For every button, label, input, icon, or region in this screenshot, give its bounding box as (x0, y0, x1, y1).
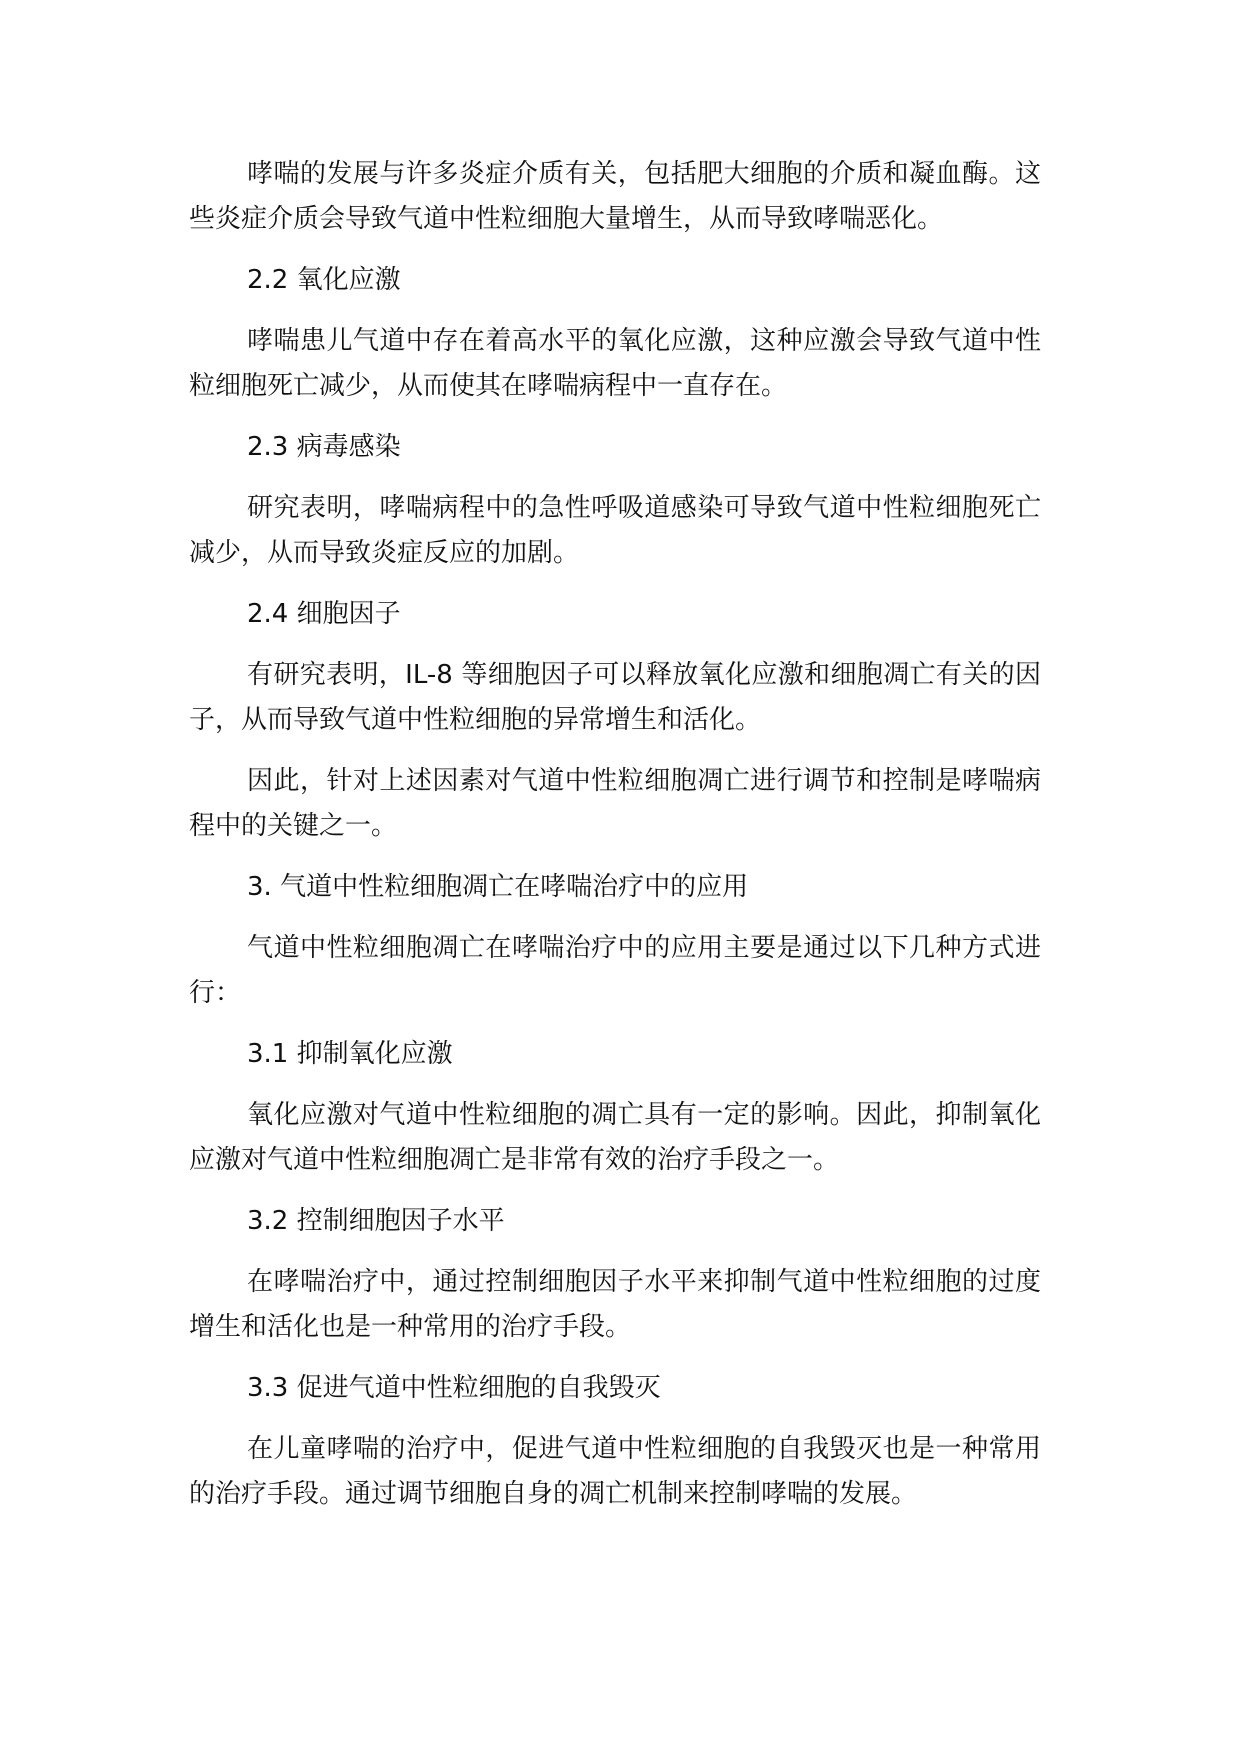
paragraph-control-cytokines: 在哮喘治疗中，通过控制细胞因子水平来抑制气道中性粒细胞的过度增生和活化也是一种常用的治疗手段。 (189, 1267, 1041, 1342)
paragraph-application-methods: 气道中性粒细胞凋亡在哮喘治疗中的应用主要是通过以下几种方式进行： (189, 933, 1041, 1008)
paragraph-oxidative-stress: 哮喘患儿气道中存在着高水平的氧化应激，这种应激会导致气道中性粒细胞死亡减少，从而使其在哮喘病程中一直存在。 (189, 326, 1041, 401)
section-heading-2-2: 2.2 氧化应激 (247, 265, 401, 295)
paragraph-viral-infection: 研究表明，哮喘病程中的急性呼吸道感染可导致气道中性粒细胞死亡减少，从而导致炎症反应的加剧。 (189, 493, 1041, 568)
section-heading-3-3: 3.3 促进气道中性粒细胞的自我毁灭 (247, 1373, 661, 1403)
section-heading-2-4: 2.4 细胞因子 (247, 599, 401, 629)
section-heading-3-2: 3.2 控制细胞因子水平 (247, 1206, 505, 1236)
section-heading-2-3: 2.3 病毒感染 (247, 432, 401, 462)
paragraph-self-destruction: 在儿童哮喘的治疗中，促进气道中性粒细胞的自我毁灭也是一种常用的治疗手段。通过调节细胞自身的凋亡机制来控制哮喘的发展。 (189, 1434, 1041, 1509)
paragraph-inhibit-oxidative-stress: 氧化应激对气道中性粒细胞的凋亡具有一定的影响。因此，抑制氧化应激对气道中性粒细胞凋亡是非常有效的治疗手段之一。 (189, 1100, 1041, 1175)
paragraph-regulation-key: 因此，针对上述因素对气道中性粒细胞凋亡进行调节和控制是哮喘病程中的关键之一。 (189, 766, 1041, 841)
section-heading-3: 3. 气道中性粒细胞凋亡在哮喘治疗中的应用 (247, 872, 749, 902)
section-heading-3-1: 3.1 抑制氧化应激 (247, 1039, 453, 1069)
paragraph-cytokines: 有研究表明，IL-8 等细胞因子可以释放氧化应激和细胞凋亡有关的因子，从而导致气道中性粒细胞的异常增生和活化。 (189, 660, 1041, 735)
document-body (189, 152, 1041, 1517)
paragraph-inflammatory-mediators: 哮喘的发展与许多炎症介质有关，包括肥大细胞的介质和凝血酶。这些炎症介质会导致气道中性粒细胞大量增生，从而导致哮喘恶化。 (189, 159, 1041, 234)
